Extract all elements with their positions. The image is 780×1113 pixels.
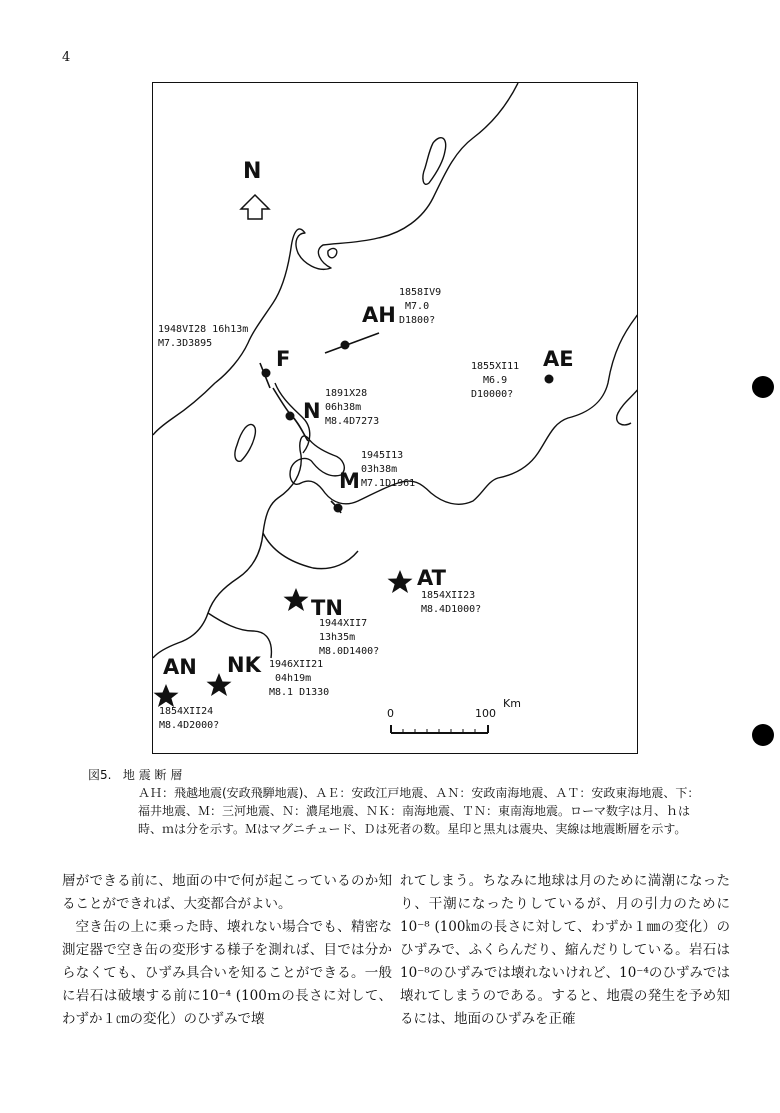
epicenter-star-at [388,570,413,593]
event-code-ae: AE [543,347,574,371]
binder-hole-top [752,376,774,398]
scale-unit: Km [503,697,521,710]
event-info-nk: 1946XII21 04h19m M8.1 D1330 [269,659,330,698]
epicenter-dot-f [262,369,271,378]
fault-line-ah [325,333,379,353]
sado-island [423,138,446,185]
event-code-nk: NK [227,653,261,677]
ise-bay-coast [263,533,358,569]
event-info-at: 1854XII23 M8.4D1000? [421,590,482,615]
figure-caption [88,766,708,838]
page-number: 4 [62,50,71,65]
noto-islet [328,248,337,257]
kii-coast [208,613,271,658]
text-column-right [400,870,730,1031]
epicenter-star-tn [284,588,309,611]
caption-title: 地 震 断 層 [122,768,183,782]
event-info-f: 1948VI28 16h13m M7.3D3895 [158,324,249,349]
epicenter-dot-n [286,412,295,421]
event-code-an: AN [163,655,197,679]
scale-zero: 0 [387,707,394,720]
event-code-f: F [276,347,291,371]
event-info-tn: 1944XII7 13h35m M8.0D1400? [319,618,380,657]
event-info-ah: 1858IV9 M7.0 D1800? [399,287,442,326]
map-coastline-svg [153,83,638,754]
event-code-ah: AH [362,303,396,327]
awaji-island [235,424,255,461]
binder-hole-bottom [752,724,774,746]
event-info-m: 1945I13 03h38m M7.1D1961 [361,450,416,489]
caption-body: ＡＨ：飛越地震(安政飛騨地震)、ＡＥ：安政江戸地震、ＡＮ：安政南海地震、ＡＴ：安政東海地震、下：福井地震、Ｍ：三河地震、Ｎ：濃尾地震、ＮＫ：南海地震、ＴＮ：東南海地震。ローマ数字は月、ｈは時、ｍは分を示す。Ｍはマグニチュード、Ｄは死者の数。星印と黒丸は震央、実線は地震断層を示す。 [138,786,700,836]
epicenter-dot-ah [341,341,350,350]
japan-sea-coastline [153,83,518,435]
epicenter-dot-ae [545,375,554,384]
event-code-m: M [339,469,360,493]
epicenter-star-an [154,684,179,707]
scale-hundred: 100 [475,707,496,720]
event-info-an: 1854XII24 M8.4D2000? [159,706,220,731]
right-paragraph-1: れてしまう。ちなみに地球は月のために満潮になったり、干潮になったりしているが、月の引力のために10⁻⁸ (100㎞の長さに対して、わずか１㎜の変化）のひずみで、ふくらんだり、縮んだりしている。岩石は10⁻⁸のひずみでは壊れないけれど、10⁻⁴のひずみでは壊れてしまうのである。すると、地震の発生を予め知るには、地面のひずみを正確 [400,873,730,1027]
left-paragraph-1: 層ができる前に、地面の中で何が起こっているのか知ることができれば、大変都合がよい。 [62,873,392,912]
event-info-n: 1891X28 06h38m M8.4D7273 [325,388,380,427]
tokyo-bay-coast [617,388,638,425]
north-label: N [243,159,262,184]
text-column-left [62,870,392,1031]
event-code-n: N [303,399,321,423]
earthquake-fault-map [152,82,638,754]
epicenter-dot-m [334,504,343,513]
event-code-at: AT [417,566,446,590]
event-code-tn: TN [311,596,343,620]
caption-number: 図5. [88,768,112,782]
north-arrow-icon [241,195,269,219]
left-paragraph-2: 空き缶の上に乗った時、壊れない場合でも、精密な測定器で空き缶の変形する様子を測れば、目では分からなくても、ひずみ具合いを知ることができる。一般に岩石は破壊する前に10⁻⁴ (100ｍの長さに対して、わずか１㎝の変化）のひずみで壊 [62,919,392,1027]
event-info-ae: 1855XI11 M6.9 D10000? [471,361,520,400]
